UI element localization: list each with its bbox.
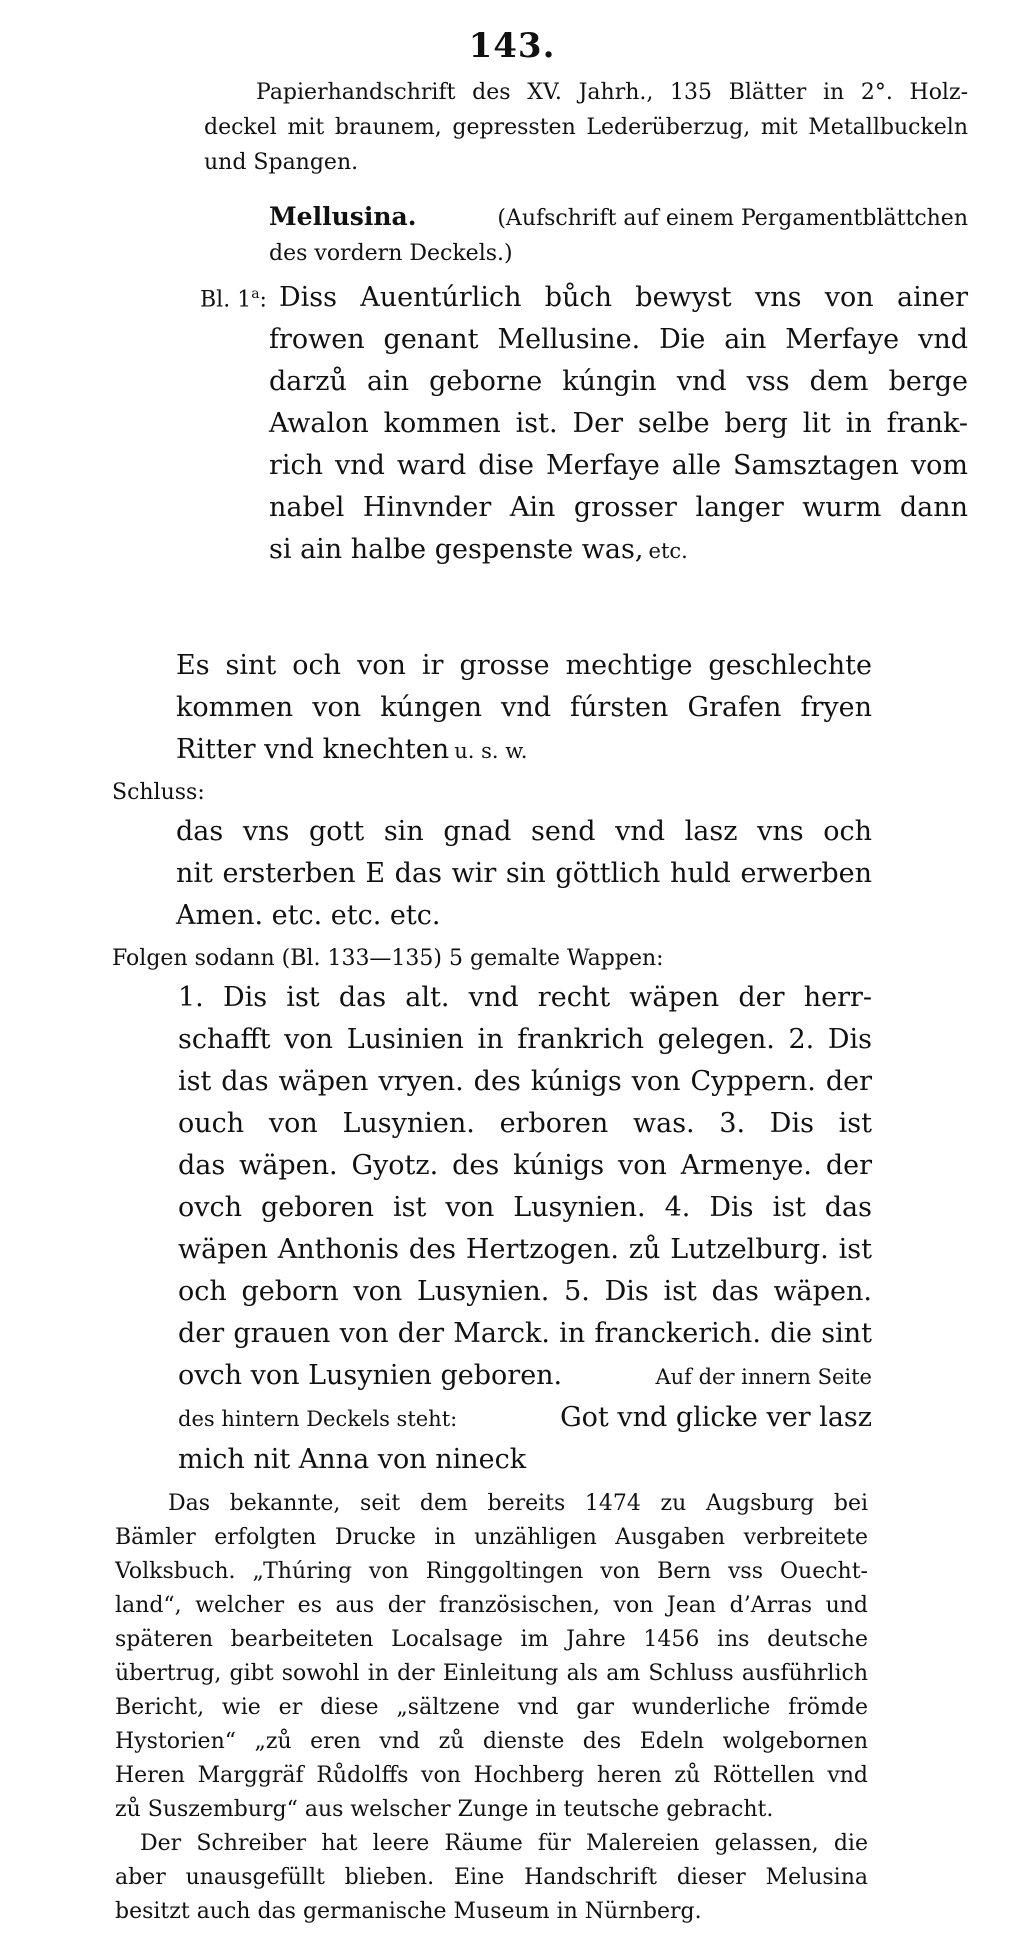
incipit-text-line: si ain halbe gespenste was, [269, 534, 644, 565]
wappen-line: ovch geboren ist von Lusynien. 4. Dis ist das [178, 1192, 872, 1223]
schluss-line: das vns gott sin gnad send vnd lasz vns och [176, 816, 872, 847]
commentary-line: Das bekannte, seit dem bereits 1474 zu Augsburg bei [168, 1491, 868, 1516]
wappen-line: ist das wäpen vryen. des kúnigs von Cyppern. der [178, 1066, 872, 1097]
wappen-mixed-line [178, 1362, 872, 1389]
wappen-line: schafft von Lusinien in frankrich gelegen. 2. Dis [178, 1024, 872, 1055]
wappen-line: ovch von Lusynien geboren. [178, 1360, 563, 1391]
continuation-line: kommen von kúngen vnd fúrsten Grafen fryen [176, 692, 872, 723]
inner-cover-note: Auf der innern Seite [655, 1365, 872, 1389]
folio-label-colon: : [259, 287, 267, 312]
commentary-line: aber unausgefüllt blieben. Eine Handschrift dieser Melusina [115, 1865, 868, 1890]
wappen-line: wäpen Anthonis des Hertzogen. zů Lutzelburg. ist [178, 1234, 872, 1265]
wappen-mixed-line [178, 1404, 872, 1431]
inscription-line: Got vnd glicke ver lasz [560, 1402, 872, 1433]
work-title: Mellusina. [269, 202, 417, 231]
wappen-line: ouch von Lusynien. erboren was. 3. Dis ist [178, 1108, 872, 1139]
continuation-line: Es sint och von ir grosse mechtige geschlechte [176, 650, 872, 681]
incipit-first-line [200, 284, 968, 311]
folio-label-sup: a [251, 285, 260, 302]
commentary-line: Bericht, wie er diese „sältzene vnd gar wunderliche frömde [115, 1695, 868, 1720]
incipit-text-line: Diss Auentúrlich bůch bewyst vns von ainer [278, 282, 968, 313]
description-line: Papierhandschrift des XV. Jahrh., 135 Blätter in 2°. Holz- [256, 80, 968, 105]
commentary-line: Volksbuch. „Thúring von Ringgoltingen von Bern vss Ouecht- [115, 1559, 868, 1584]
inscription-line: mich nit Anna von nineck [178, 1444, 527, 1475]
wappen-line: och geborn von Lusynien. 5. Dis ist das wäpen. [178, 1276, 872, 1307]
continuation-usw: u. s. w. [454, 739, 528, 763]
incipit-etc: etc. [648, 539, 688, 563]
description-line: und Spangen. [204, 150, 359, 175]
wappen-intro: Folgen sodann (Bl. 133—135) 5 gemalte Wappen: [112, 946, 664, 971]
folio-label [200, 287, 267, 311]
commentary-line: Heren Marggräf Růdolffs von Hochberg heren zů Röttellen vnd [115, 1763, 868, 1788]
incipit-text-line: rich vnd ward dise Merfaye alle Samsztagen vom [269, 450, 968, 481]
inner-cover-note: des hintern Deckels steht: [178, 1407, 458, 1431]
commentary-line: land“, welcher es aus der französischen, von Jean d’Arras und [115, 1593, 868, 1618]
wappen-line: 1. Dis ist das alt. vnd recht wäpen der herr- [178, 982, 872, 1013]
incipit-text-line: frowen genant Mellusine. Die ain Merfaye vnd [269, 324, 968, 355]
continuation-line: Ritter vnd knechten [176, 734, 450, 765]
description-line: deckel mit braunem, gepressten Lederüberzug, mit Metallbuckeln [204, 115, 968, 140]
schluss-line: Amen. etc. etc. etc. [176, 900, 441, 931]
wappen-line: der grauen von der Marck. in franckerich. die sint [178, 1318, 872, 1349]
commentary-line: Der Schreiber hat leere Räume für Malereien gelassen, die [140, 1831, 868, 1856]
incipit-last-line [269, 536, 688, 563]
schluss-label: Schluss: [112, 780, 205, 805]
title-note: (Aufschrift auf einem Pergamentblättchen [497, 206, 968, 231]
title-line [269, 204, 968, 230]
title-note-continued: des vordern Deckels.) [269, 241, 513, 266]
commentary-line: späteren bearbeiteten Localsage im Jahre 1456 ins deutsche [115, 1627, 868, 1652]
schluss-line: nit ersterben E das wir sin göttlich huld erwerben [176, 858, 872, 889]
incipit-text-line: Awalon kommen ist. Der selbe berg lit in frank- [269, 408, 968, 439]
commentary-line: zů Suszemburg“ aus welscher Zunge in teutsche gebracht. [115, 1797, 774, 1822]
commentary-line: Hystorien“ „zů eren vnd zů dienste des Edeln wolgebornen [115, 1729, 868, 1754]
commentary-line: übertrug, gibt sowohl in der Einleitung als am Schluss ausführlich [115, 1661, 868, 1686]
continuation-last-line [176, 736, 527, 763]
incipit-text-line: nabel Hinvnder Ain grosser langer wurm dann [269, 492, 968, 523]
wappen-line: das wäpen. Gyotz. des kúnigs von Armenye. der [178, 1150, 872, 1181]
commentary-line: Bämler erfolgten Drucke in unzähligen Ausgaben verbreitete [115, 1525, 868, 1550]
commentary-line: besitzt auch das germanische Museum in Nürnberg. [115, 1899, 702, 1924]
incipit-text-line: darzů ain geborne kúngin vnd vss dem berge [269, 366, 968, 397]
page-number: 143. [468, 26, 556, 66]
folio-label-text: Bl. 1 [200, 287, 252, 312]
